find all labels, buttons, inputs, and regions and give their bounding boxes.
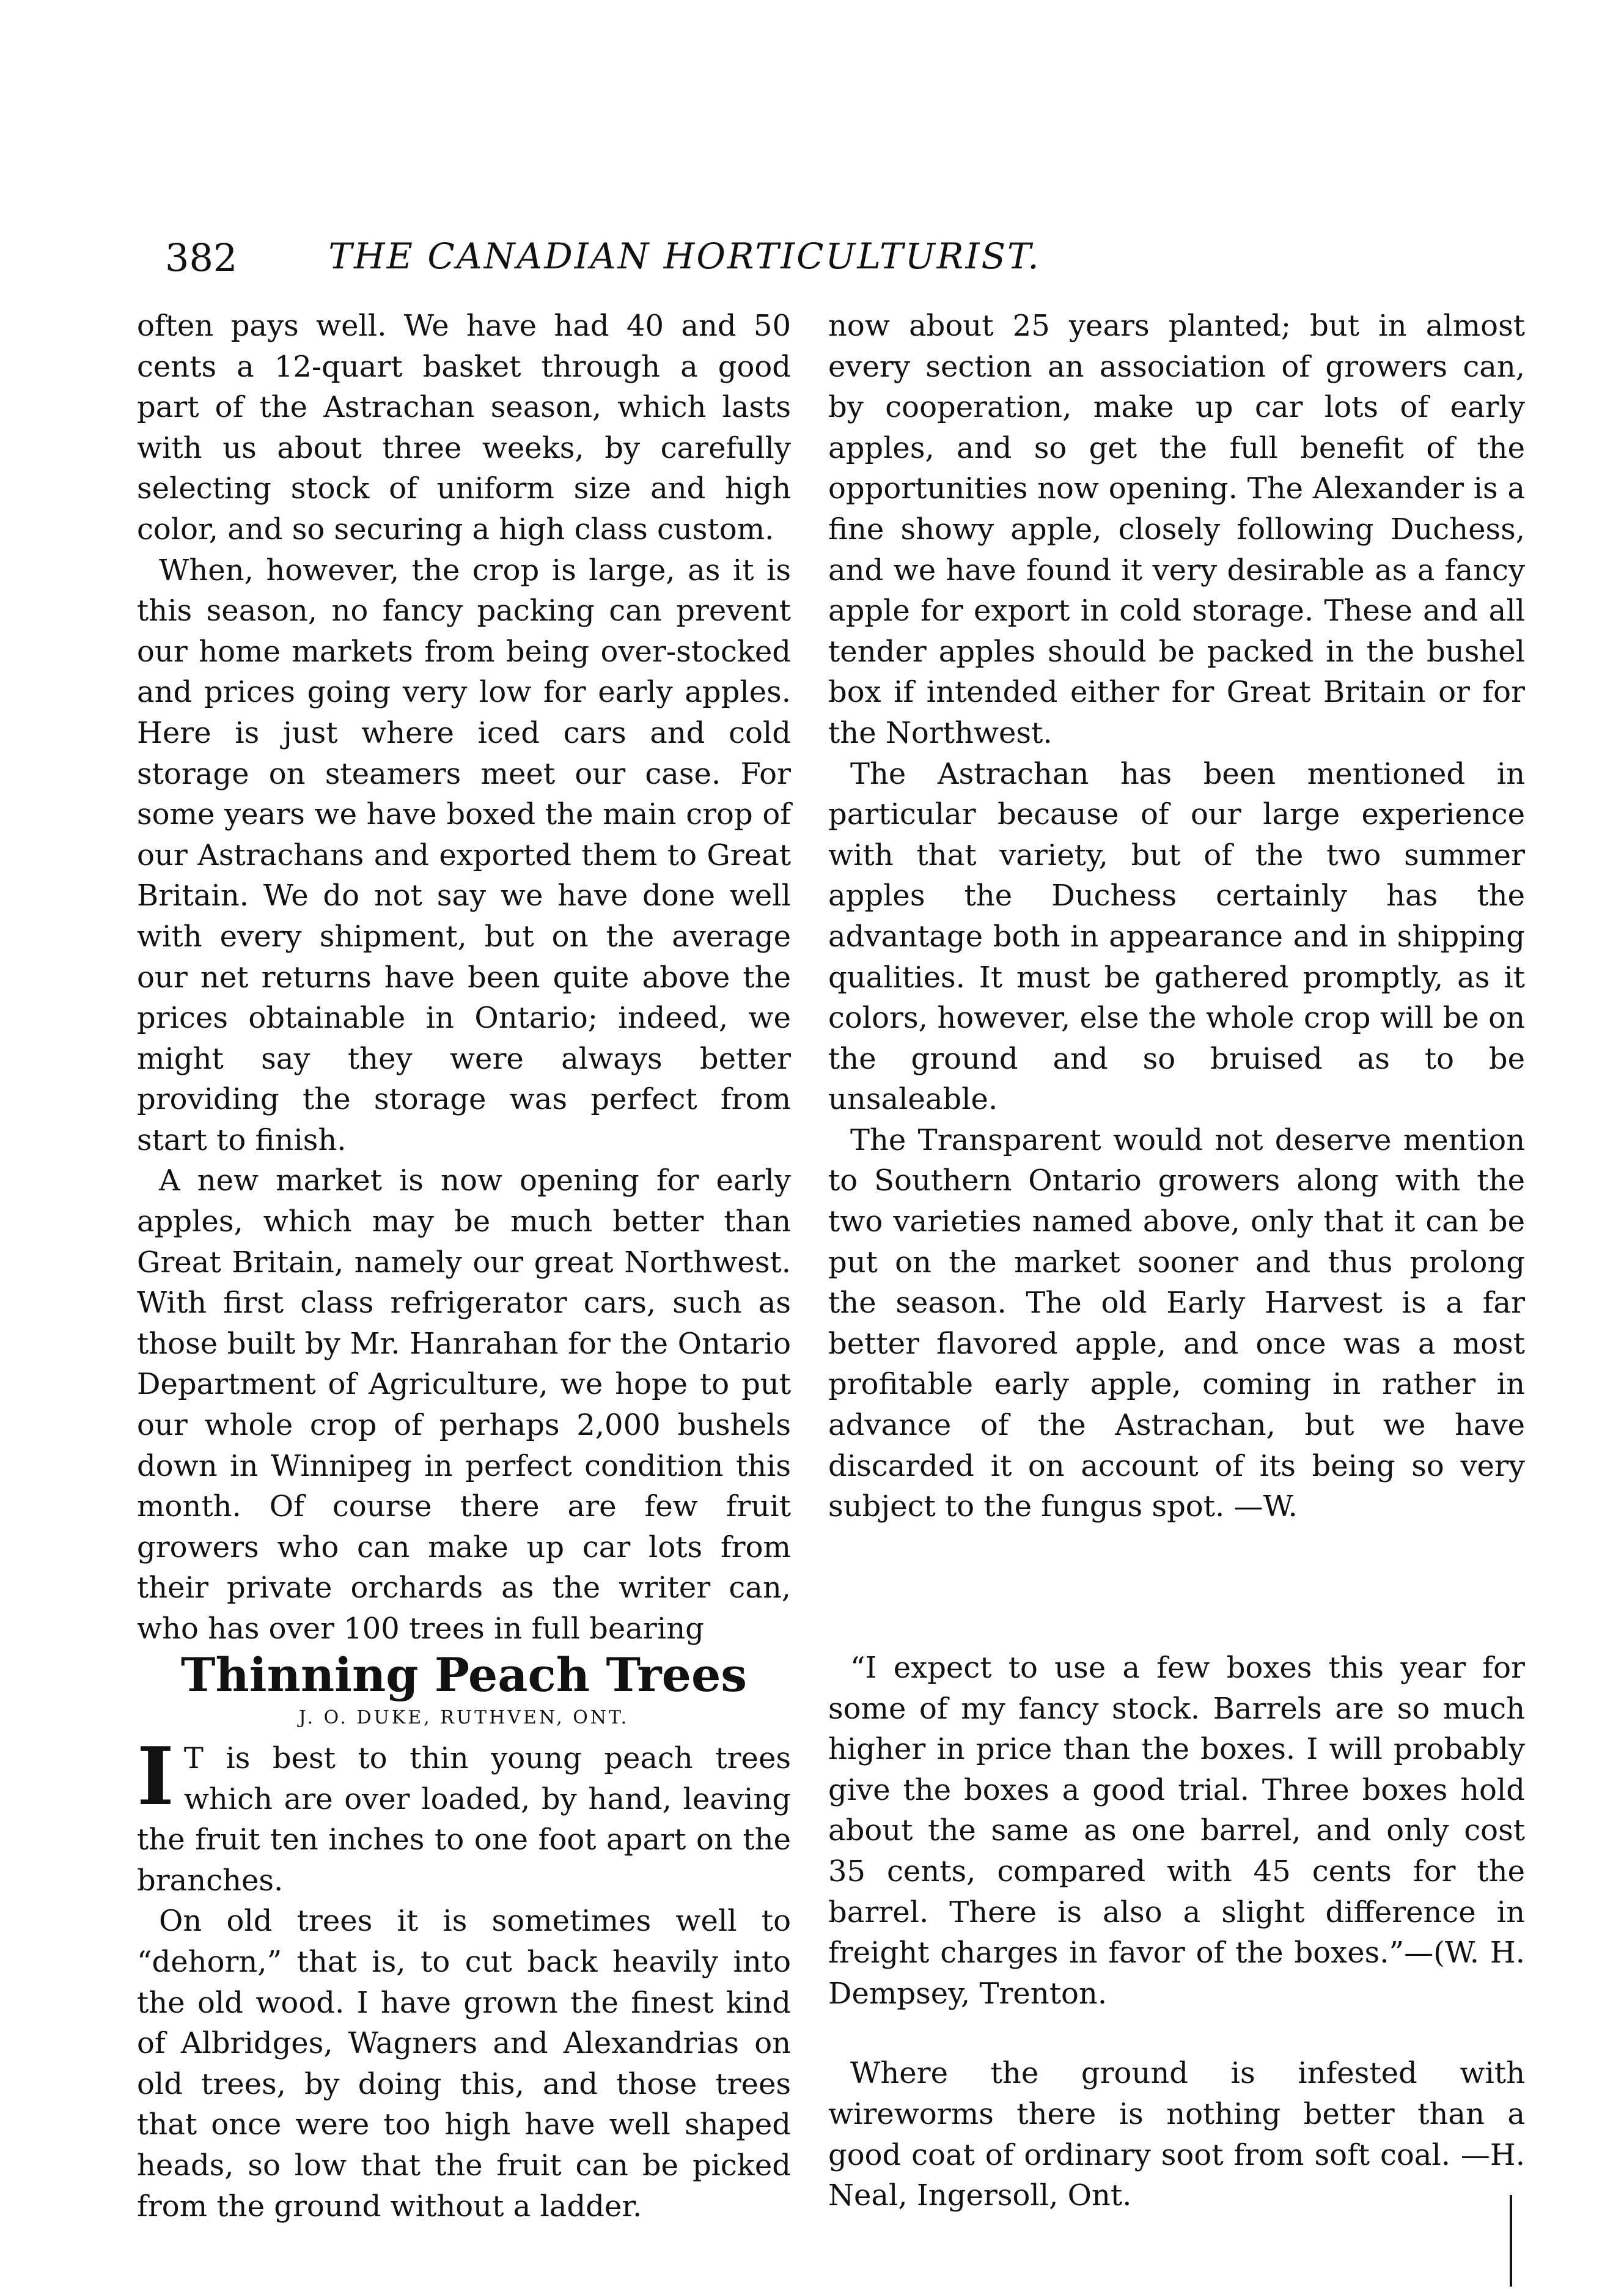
right-paragraph-2: The Astrachan has been mentioned in particular because of our large experience with that variety, but of the two summer apples the Duchess certainly has the advantage both in appearance and in shipping qualities. It must be gathered promptly, as it colors, however, else the whole crop will be on the ground and so bruised as to be unsaleable. xyxy=(828,756,1525,1117)
page-header xyxy=(165,235,1204,290)
left-column xyxy=(137,306,791,1649)
right-column xyxy=(828,306,1525,1527)
wireworm-note: Where the ground is infested with wireworms there is nothing better than a good coat of ordinary soot from soft coal. —H. Neal, Ingersoll, Ont. xyxy=(828,2056,1525,2213)
margin-mark xyxy=(1510,2195,1512,2287)
running-title: THE CANADIAN HORTICULTURIST. xyxy=(328,235,1041,277)
article-paragraph-2: On old trees it is sometimes well to “dehorn,” that is, to cut back heavily into the old wood. I have grown the finest kind of Albridges, Wagners and Alexandrias on old trees, by doing this, and those trees that once were too high have well shaped heads, so low that the fruit can be picked from the ground without a ladder. xyxy=(137,1904,791,2224)
right-paragraph-3: The Transparent would not deserve mention to Southern Ontario growers along with the two varieties named above, only that it can be put on the market sooner and thus prolong the season. The old Early Harvest is a far better flavored apple, and once was a most profitable early apple, coming in rather in advance of the Astrachan, but we have discarded it on account of its being so very subject to the fungus spot. —W. xyxy=(828,1122,1525,1524)
article-byline: J. O. DUKE, RUTHVEN, ONT. xyxy=(298,1707,630,1728)
article-title: Thinning Peach Trees xyxy=(180,1648,748,1702)
page-number: 382 xyxy=(165,235,238,280)
article-paragraph-1: T is best to thin young peach trees which are over loaded, by hand, leaving the fruit ten inches to one foot apart on the branches. xyxy=(137,1741,791,1898)
drop-cap: I xyxy=(137,1730,174,1823)
right-lower-column xyxy=(828,1648,1525,2216)
left-paragraph-2: When, however, the crop is large, as it is this season, no fancy packing can prevent our home markets from being over-stocked and prices going very low for early apples. Here is just where iced cars and cold storage on steamers meet our case. For some years we have boxed the main crop of our Astrachans and exported them to Great Britain. We do not say we have done well with every shipment, but on the average our net returns have been quite above the prices obtainable in Ontario; indeed, we might say they were always better providing the storage was perfect from start to finish. xyxy=(137,553,791,1157)
article-thinning-peach-trees xyxy=(137,1648,791,2227)
right-paragraph-1: now about 25 years planted; but in almost every section an association of growers can, by cooperation, make up car lots of early apples, and so get the full benefit of the opportunities now opening. The Alexander is a fine showy apple, closely following Duchess, and we have found it very desirable as a fancy apple for export in cold storage. These and all tender apples should be packed in the bushel box if intended either for Great Britain or for the Northwest. xyxy=(828,309,1525,750)
left-paragraph-1: often pays well. We have had 40 and 50 cents a 12-quart basket through a good part of the Astrachan season, which lasts with us about three weeks, by carefully selecting stock of uniform size and high color, and so securing a high class custom. xyxy=(137,309,791,547)
dempsey-quote: “I expect to use a few boxes this year for some of my fancy stock. Barrels are so much higher in price than the boxes. I will probably give the boxes a good trial. Three boxes hold about the same as one barrel, and only cost 35 cents, compared with 45 cents for the barrel. There is also a slight difference in freight charges in favor of the boxes.”—(W. H. Dempsey, Trenton. xyxy=(828,1651,1525,2011)
left-paragraph-3: A new market is now opening for early apples, which may be much better than Great Britain, namely our great Northwest. With first class refrigerator cars, such as those built by Mr. Hanrahan for the Ontario Department of Agriculture, we hope to put our whole crop of perhaps 2,000 bushels down in Winnipeg in perfect condition this month. Of course there are few fruit growers who can make up car lots from their private orchards as the writer can, who has over 100 trees in full bearing xyxy=(137,1163,791,1646)
